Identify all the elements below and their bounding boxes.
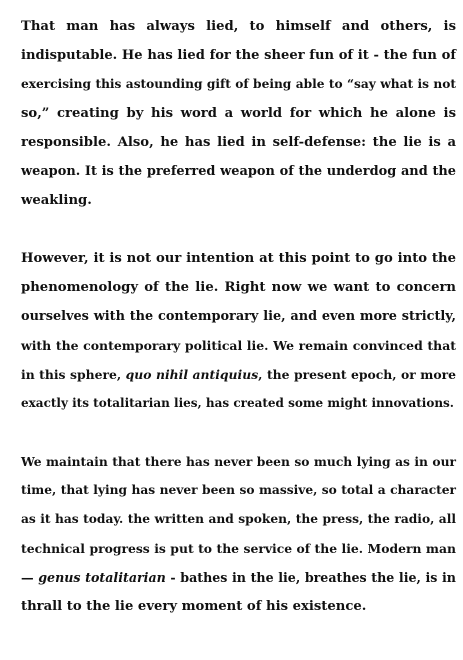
italic-phrase: quo nihil antiquius xyxy=(125,367,259,382)
text-line: weakling. xyxy=(21,193,92,208)
text-line: as it has today. the written and spoken, the press, the radio, all xyxy=(21,512,456,526)
text-line: indisputable. He has lied for the sheer fun of it - the fun of xyxy=(21,48,456,63)
text-line xyxy=(21,563,456,592)
paragraph-1 xyxy=(21,12,456,215)
text-line: weapon. It is the preferred weapon of the underdog and the xyxy=(21,164,456,179)
text-line: responsible. Also, he has lied in self-defense: the lie is a xyxy=(21,135,456,150)
text-line: However, it is not our intention at this point to go into the xyxy=(21,251,456,266)
text-line: so,” creating by his word a world for which he alone is xyxy=(21,106,456,121)
text-line: thrall to the lie every moment of his existence. xyxy=(21,599,367,614)
text-run: , the present epoch, or more xyxy=(258,367,456,382)
em-dash: — xyxy=(21,570,39,585)
text-line: ourselves with the contemporary lie, and even more strictly, xyxy=(21,309,456,324)
text-line: technical progress is put to the service of the lie. Modern man xyxy=(21,541,456,556)
text-run: - bathes in the lie, breathes the lie, is in xyxy=(165,570,456,585)
text-line xyxy=(21,360,456,389)
text-line: time, that lying has never been so massive, so total a character xyxy=(21,483,456,497)
paragraph-2 xyxy=(21,244,456,418)
text-run: in this sphere, xyxy=(21,367,126,382)
text-line: exercising this astounding gift of being able to “say what is not xyxy=(21,77,456,91)
text-line: exactly its totalitarian lies, has created some might innovations. xyxy=(21,396,454,410)
italic-phrase: genus totalitarian xyxy=(38,570,166,585)
text-line: That man has always lied, to himself and others, is xyxy=(21,19,456,34)
text-line: We maintain that there has never been so much lying as in our xyxy=(21,454,456,469)
document-page xyxy=(21,12,456,621)
text-line: phenomenology of the lie. Right now we want to concern xyxy=(21,280,456,295)
paragraph-3 xyxy=(21,447,456,621)
text-line: with the contemporary political lie. We remain convinced that xyxy=(21,338,456,353)
